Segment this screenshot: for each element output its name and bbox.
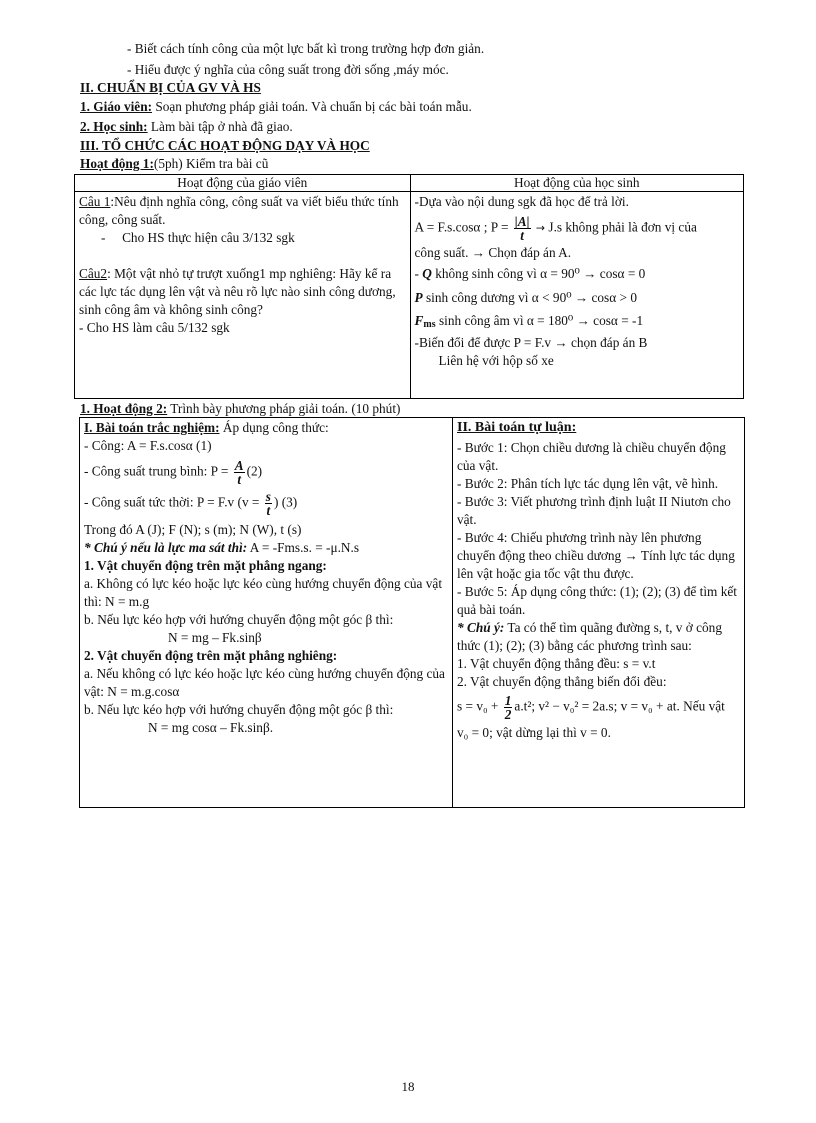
step-1: - Bước 1: Chọn chiều dương là chiều chuyển động của vật. xyxy=(457,440,726,473)
answer-5 xyxy=(415,289,739,307)
section-3-title: III. TỔ CHỨC CÁC HOẠT ĐỘNG DẠY VÀ HỌC xyxy=(80,138,370,153)
horizontal-case-a: a. Không có lực kéo hoặc lực kéo cùng hướng chuyển động của vật thì: N = m.g xyxy=(84,576,443,609)
velocity-fraction xyxy=(265,490,272,517)
avg-power-fraction xyxy=(234,459,245,486)
answer-2-tail: J.s không phải là đơn vị của xyxy=(548,219,697,235)
student-cell xyxy=(410,192,743,399)
horizontal-case-b: b. Nếu lực kéo hợp với hướng chuyển động một góc β thì: xyxy=(84,612,394,627)
answer-6-text: sinh công âm vì α = 180⁰ → cosα = -1 xyxy=(438,313,644,328)
activity-1-heading xyxy=(80,155,268,173)
formula-inst-power-text: - Công suất tức thời: P = F.v (v = xyxy=(84,494,263,510)
step-3: - Bước 3: Viết phương trình định luật II Niutơn cho vật. xyxy=(457,494,731,527)
horizontal-formula: N = mg – Fk.sinβ xyxy=(168,630,262,645)
vector-q-symbol: Q xyxy=(422,266,432,281)
activity-2-text: Trình bày phương pháp giải toán. (10 phút) xyxy=(167,401,401,416)
student-text: Làm bài tập ở nhà đã giao. xyxy=(147,119,293,134)
kinematic-eq-rest: a.t²; v² − v₀² = 2a.s; v = v₀ + at. Nếu vật xyxy=(514,698,725,714)
inclined-case-b: b. Nếu lực kéo hợp với hướng chuyển động một góc β thì: xyxy=(84,702,394,717)
vector-f-symbol: F xyxy=(414,313,424,328)
avg-power-den: t xyxy=(237,472,242,487)
vector-p-symbol: P xyxy=(414,290,423,305)
teacher-label: 1. Giáo viên: xyxy=(80,99,153,114)
answer-2-formula: A = F.s.cosα ; P = xyxy=(414,219,512,235)
objective-2: - Hiểu được ý nghĩa của công suất trong đời sống ,máy móc. xyxy=(127,62,449,77)
essay-problem-cell xyxy=(453,418,745,808)
half-den: 2 xyxy=(504,707,512,722)
question-2 xyxy=(79,265,406,319)
question-1 xyxy=(79,193,406,229)
right-arrow-icon: → xyxy=(535,221,546,235)
page-number: 18 xyxy=(401,1079,415,1094)
answer-6 xyxy=(415,312,739,334)
velocity-den: t xyxy=(266,503,271,518)
horizontal-plane-heading: 1. Vật chuyển động trên mặt phẳng ngang: xyxy=(84,558,327,573)
essay-note xyxy=(457,619,740,655)
formula-avg-power-index: (2) xyxy=(246,463,263,479)
friction-note-label: * Chú ý nếu là lực ma sát thì: xyxy=(84,540,248,555)
essay-note-text: Ta có thể tìm quãng đường s, t, v ở công thức (1); (2); (3) bằng các phương trình sau: xyxy=(457,620,722,653)
kinematic-eq-start: s = v₀ + xyxy=(457,698,502,714)
initial-condition: v₀ = 0; vật dừng lại thì v = 0. xyxy=(457,725,611,740)
answer-4-text: không sinh công vì α = 90⁰ → cosα = 0 xyxy=(435,266,646,281)
col-student-header: Hoạt động của học sinh xyxy=(410,175,743,192)
step-5: - Bước 5: Áp dụng công thức: (1); (2); (3) để tìm kết quả bài toán. xyxy=(457,584,737,617)
question-1-text: :Nêu định nghĩa công, công suất va viết biểu thức tính công, công suất. xyxy=(79,194,399,227)
accelerated-motion: 2. Vật chuyển động thẳng biến đổi đều: xyxy=(457,674,667,689)
uniform-motion: 1. Vật chuyển động thẳng đều: s = v.t xyxy=(457,656,656,671)
formula-inst-power-index: ) (3) xyxy=(273,494,298,510)
answer-3: công suất. → Chọn đáp án A. xyxy=(414,245,572,260)
answer-5-text: sinh công dương vì α < 90⁰ → cosα > 0 xyxy=(425,290,637,305)
answer-7: -Biến đổi để được P = F.v → chọn đáp án B xyxy=(414,335,648,350)
power-fraction xyxy=(514,215,531,242)
formula-avg-power-text: - Công suất trung bình: P = xyxy=(84,463,232,479)
question-2-task: - Cho HS làm câu 5/132 sgk xyxy=(79,320,230,335)
kinematic-equations xyxy=(457,694,740,721)
activity-1-text: (5ph) Kiểm tra bài cũ xyxy=(153,156,269,171)
activity-1-table xyxy=(74,174,744,399)
teacher-cell xyxy=(75,192,411,399)
question-1-task: - Cho HS thực hiện câu 3/132 sgk xyxy=(101,230,295,245)
mc-title xyxy=(84,419,448,437)
question-2-label: Câu2 xyxy=(79,266,108,281)
essay-title: II. Bài toán tự luận: xyxy=(457,420,577,435)
inclined-case-a: a. Nếu không có lực kéo hoặc lực kéo cùng hướng chuyển động của vật: N = m.g.cosα xyxy=(84,666,445,699)
formula-inst-power xyxy=(84,490,448,517)
answer-8: Liên hệ với hộp số xe xyxy=(438,353,554,368)
answer-4: - Q không sinh công vì α = 90⁰ → cosα = 0 xyxy=(414,266,646,281)
inclined-formula: N = mg cosα – Fk.sinβ. xyxy=(148,720,274,735)
mc-title-label: I. Bài toán trắc nghiệm: xyxy=(84,420,220,435)
friction-note-text: A = -Fms.s. = -μ.N.s xyxy=(247,540,360,555)
question-2-text: : Một vật nhỏ tự trượt xuống1 mp nghiêng: Hãy kể ra các lực tác dụng lên vật và nêu rõ lực nào sinh công dương, sinh công âm và không sinh công? xyxy=(79,266,396,317)
units-line: Trong đó A (J); F (N); s (m); N (W), t (s) xyxy=(84,522,302,537)
student-prep xyxy=(80,118,293,136)
avg-power-num: A xyxy=(234,458,244,473)
student-label: 2. Học sinh: xyxy=(80,119,148,134)
question-1-task-text: Cho HS thực hiện câu 3/132 sgk xyxy=(122,230,295,245)
step-2: - Bước 2: Phân tích lực tác dụng lên vật, vẽ hình. xyxy=(457,476,719,491)
objective-1: - Biết cách tính công của một lực bất kì trong trường hợp đơn giản. xyxy=(127,41,485,56)
friction-subscript: ms xyxy=(423,319,436,330)
multiple-choice-cell xyxy=(80,418,453,808)
essay-note-label: * Chú ý: xyxy=(457,620,505,635)
activity-1-label: Hoạt động 1: xyxy=(80,156,154,171)
mc-title-rest: Áp dụng công thức: xyxy=(219,420,329,435)
power-fraction-den: t xyxy=(520,228,524,243)
inclined-plane-heading: 2. Vật chuyển động trên mặt phẳng nghiêng: xyxy=(84,648,338,663)
half-num: 1 xyxy=(504,693,512,708)
teacher-text: Soạn phương pháp giải toán. Và chuẩn bị các bài toán mẫu. xyxy=(152,99,472,114)
activity-2-table xyxy=(79,417,745,808)
velocity-num: s xyxy=(265,489,271,504)
answer-2 xyxy=(415,215,739,242)
question-1-label: Câu 1 xyxy=(79,194,111,209)
teacher-prep xyxy=(80,98,472,116)
col-teacher-header: Hoạt động của giáo viên xyxy=(75,175,411,192)
answer-1: -Dựa vào nội dung sgk đã học để trả lời. xyxy=(414,194,629,209)
half-fraction xyxy=(504,694,513,721)
friction-note xyxy=(84,539,448,557)
power-fraction-num: |A| xyxy=(514,214,530,229)
formula-work: - Công: A = F.s.cosα (1) xyxy=(84,438,212,453)
step-4: - Bước 4: Chiếu phương trình này lên phương chuyển động theo chiều dương → Tính lực tác dụng lên vật hoặc gia tốc vật thu được. xyxy=(457,530,735,581)
activity-2-heading xyxy=(80,400,400,418)
activity-2-label: 1. Hoạt động 2: xyxy=(80,401,168,416)
section-2-title: II. CHUẨN BỊ CỦA GV VÀ HS xyxy=(80,80,261,95)
formula-avg-power xyxy=(84,459,448,486)
